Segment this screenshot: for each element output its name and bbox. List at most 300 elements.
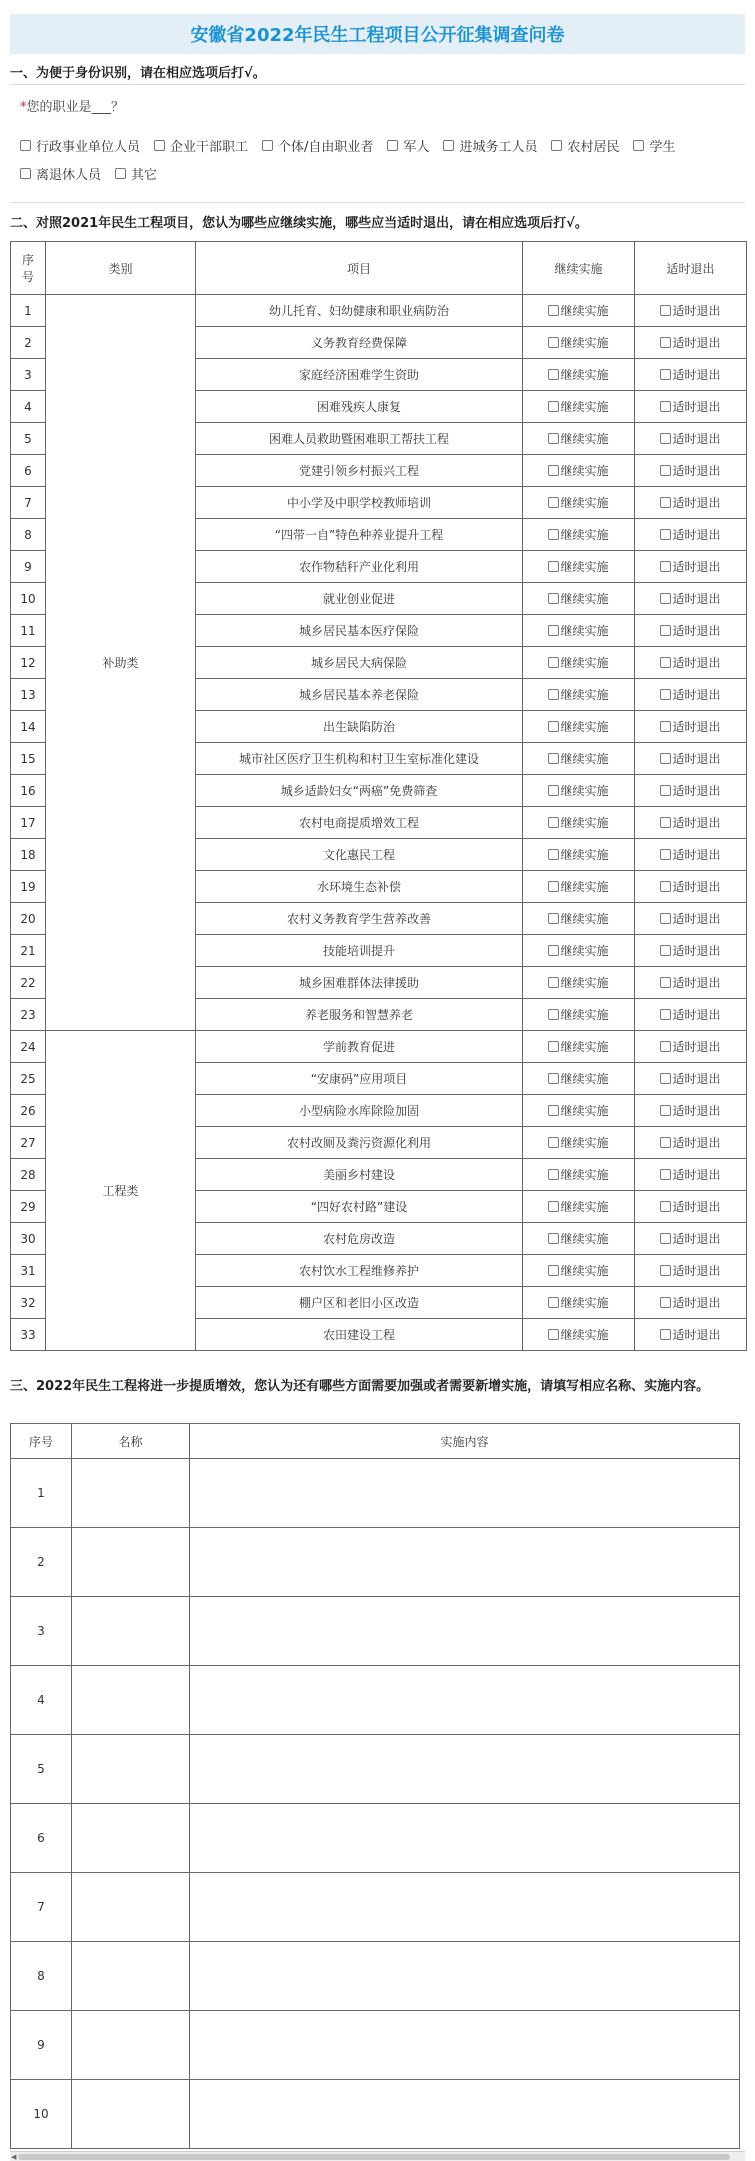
checkbox[interactable] (548, 1233, 559, 1244)
checkbox[interactable] (548, 849, 559, 860)
project-name: 农村改厕及粪污资源化利用 (196, 1127, 523, 1159)
project-name: 农作物秸秆产业化利用 (196, 551, 523, 583)
project-name: 棚户区和老旧小区改造 (196, 1287, 523, 1319)
checkbox[interactable] (660, 337, 671, 348)
option-label: 行政事业单位人员 (36, 139, 141, 155)
checkbox[interactable] (548, 785, 559, 796)
checkbox[interactable] (660, 657, 671, 668)
checkbox-label: 适时退出 (672, 528, 721, 542)
project-name: 技能培训提升 (196, 935, 523, 967)
checkbox[interactable] (548, 977, 559, 988)
continue-cell (523, 551, 635, 583)
row-number: 5 (11, 423, 46, 455)
exit-cell (635, 903, 747, 935)
checkbox[interactable] (660, 785, 671, 796)
checkbox[interactable] (660, 689, 671, 700)
checkbox[interactable] (548, 913, 559, 924)
checkbox-label: 继续实施 (560, 1296, 609, 1310)
checkbox[interactable] (660, 433, 671, 444)
section1-heading: 一、为便于身份识别，请在相应选项后打√。 (10, 66, 266, 81)
checkbox-label: 适时退出 (672, 1136, 721, 1150)
header-no-text: 序 号 (21, 253, 34, 284)
checkbox[interactable] (548, 401, 559, 412)
continue-checkbox[interactable] (548, 974, 608, 991)
checkbox[interactable] (20, 168, 31, 179)
occupation-option[interactable] (262, 137, 373, 153)
checkbox[interactable] (115, 168, 126, 179)
continue-cell (523, 1127, 635, 1159)
row-number: 4 (11, 391, 46, 423)
continue-checkbox[interactable] (548, 1070, 608, 1087)
checkbox[interactable] (548, 945, 559, 956)
project-name: 学前教育促进 (196, 1031, 523, 1063)
content-input-cell[interactable] (190, 2080, 740, 2149)
checkbox-label: 适时退出 (672, 368, 721, 382)
checkbox[interactable] (548, 721, 559, 732)
continue-cell (523, 1095, 635, 1127)
checkbox[interactable] (548, 1041, 559, 1052)
continue-cell (523, 615, 635, 647)
header-exit: 适时退出 (635, 242, 747, 295)
project-name: 城乡适龄妇女“两癌”免费筛查 (196, 775, 523, 807)
name-input-cell[interactable] (72, 1873, 190, 1942)
name-input-cell[interactable] (72, 1528, 190, 1597)
checkbox[interactable] (660, 625, 671, 636)
continue-checkbox[interactable] (548, 398, 608, 415)
occupation-option[interactable] (20, 137, 140, 153)
checkbox[interactable] (660, 1009, 671, 1020)
checkbox[interactable] (548, 465, 559, 476)
exit-checkbox[interactable] (660, 558, 720, 575)
content-input-cell[interactable] (190, 1804, 740, 1873)
continue-cell (523, 1287, 635, 1319)
checkbox[interactable] (660, 1329, 671, 1340)
checkbox[interactable] (548, 593, 559, 604)
exit-checkbox[interactable] (660, 718, 720, 735)
continue-cell (523, 1255, 635, 1287)
occupation-option[interactable] (551, 137, 619, 153)
continue-checkbox[interactable] (548, 1134, 608, 1151)
continue-checkbox[interactable] (548, 1326, 608, 1343)
header-no (11, 242, 46, 295)
continue-checkbox[interactable] (548, 846, 608, 863)
continue-checkbox[interactable] (548, 782, 608, 799)
row-number: 5 (11, 1735, 72, 1804)
checkbox-label: 适时退出 (672, 1328, 721, 1342)
checkbox[interactable] (548, 497, 559, 508)
exit-cell (635, 967, 747, 999)
row-number: 19 (11, 871, 46, 903)
continue-cell (523, 967, 635, 999)
continue-cell (523, 1191, 635, 1223)
continue-checkbox[interactable] (548, 1006, 608, 1023)
checkbox-label: 适时退出 (672, 848, 721, 862)
checkbox[interactable] (548, 625, 559, 636)
checkbox[interactable] (660, 497, 671, 508)
exit-checkbox[interactable] (660, 494, 720, 511)
required-mark: * (20, 100, 27, 115)
checkbox[interactable] (548, 689, 559, 700)
exit-checkbox[interactable] (660, 846, 720, 863)
checkbox[interactable] (660, 369, 671, 380)
row-number: 4 (11, 1666, 72, 1735)
checkbox[interactable] (660, 881, 671, 892)
checkbox[interactable] (154, 140, 165, 151)
project-name: 城市社区医疗卫生机构和村卫生室标准化建设 (196, 743, 523, 775)
exit-cell (635, 1319, 747, 1351)
checkbox-label: 继续实施 (560, 1168, 609, 1182)
checkbox-label: 适时退出 (672, 592, 721, 606)
table-row (11, 295, 747, 327)
occupation-option[interactable] (633, 137, 675, 153)
row-number: 20 (11, 903, 46, 935)
exit-checkbox[interactable] (660, 1166, 720, 1183)
checkbox[interactable] (660, 465, 671, 476)
checkbox[interactable] (660, 1073, 671, 1084)
content-input-cell[interactable] (190, 1735, 740, 1804)
exit-checkbox[interactable] (660, 1262, 720, 1279)
checkbox[interactable] (548, 337, 559, 348)
exit-checkbox[interactable] (660, 942, 720, 959)
checkbox-label: 继续实施 (560, 848, 609, 862)
project-name: 中小学及中职学校教师培训 (196, 487, 523, 519)
continue-checkbox[interactable] (548, 302, 608, 319)
row-number: 26 (11, 1095, 46, 1127)
exit-checkbox[interactable] (660, 1198, 720, 1215)
content-input-cell[interactable] (190, 1528, 740, 1597)
checkbox-label: 继续实施 (560, 336, 609, 350)
checkbox[interactable] (548, 657, 559, 668)
checkbox-label: 继续实施 (560, 1232, 609, 1246)
occupation-question (20, 96, 124, 115)
checkbox[interactable] (633, 140, 644, 151)
continue-cell (523, 839, 635, 871)
checkbox[interactable] (548, 305, 559, 316)
exit-checkbox[interactable] (660, 878, 720, 895)
continue-cell (523, 743, 635, 775)
checkbox[interactable] (660, 529, 671, 540)
name-input-cell[interactable] (72, 1459, 190, 1528)
continue-checkbox[interactable] (548, 462, 608, 479)
row-number: 21 (11, 935, 46, 967)
category-cell: 补助类 (46, 295, 196, 1031)
continue-checkbox[interactable] (548, 334, 608, 351)
continue-checkbox[interactable] (548, 1038, 608, 1055)
table-row (11, 1735, 740, 1804)
table-header-row (11, 242, 747, 295)
checkbox[interactable] (660, 721, 671, 732)
exit-checkbox[interactable] (660, 910, 720, 927)
continue-checkbox[interactable] (548, 686, 608, 703)
checkbox[interactable] (548, 1105, 559, 1116)
category-cell: 工程类 (46, 1031, 196, 1351)
checkbox[interactable] (548, 1009, 559, 1020)
project-name: 城乡困难群体法律援助 (196, 967, 523, 999)
exit-checkbox[interactable] (660, 1070, 720, 1087)
divider (10, 84, 745, 85)
continue-checkbox[interactable] (548, 814, 608, 831)
checkbox[interactable] (660, 977, 671, 988)
exit-checkbox[interactable] (660, 622, 720, 639)
continue-checkbox[interactable] (548, 942, 608, 959)
exit-checkbox[interactable] (660, 462, 720, 479)
name-input-cell[interactable] (72, 2080, 190, 2149)
row-number: 33 (11, 1319, 46, 1351)
exit-cell (635, 1063, 747, 1095)
scrollbar-thumb[interactable] (18, 2154, 730, 2160)
continue-checkbox[interactable] (548, 1230, 608, 1247)
option-label: 个体/自由职业者 (278, 139, 374, 155)
project-name: “安康码”应用项目 (196, 1063, 523, 1095)
exit-cell (635, 743, 747, 775)
checkbox-label: 适时退出 (672, 1008, 721, 1022)
project-name: 城乡居民基本养老保险 (196, 679, 523, 711)
exit-checkbox[interactable] (660, 334, 720, 351)
content-input-cell[interactable] (190, 2011, 740, 2080)
checkbox-label: 继续实施 (560, 432, 609, 446)
exit-checkbox[interactable] (660, 1102, 720, 1119)
exit-cell (635, 935, 747, 967)
checkbox-label: 继续实施 (560, 784, 609, 798)
section3-heading: 三、2022年民生工程将进一步提质增效，您认为还有哪些方面需要加强或者需要新增实施，请填写相应名称、实施内容。 (10, 1379, 710, 1394)
exit-cell (635, 711, 747, 743)
exit-checkbox[interactable] (660, 974, 720, 991)
continue-cell (523, 359, 635, 391)
checkbox-label: 适时退出 (672, 752, 721, 766)
row-number: 32 (11, 1287, 46, 1319)
occupation-option[interactable] (154, 137, 248, 153)
continue-cell (523, 711, 635, 743)
checkbox[interactable] (660, 1233, 671, 1244)
row-number: 8 (11, 1942, 72, 2011)
checkbox[interactable] (660, 817, 671, 828)
occupation-option[interactable] (20, 165, 101, 181)
exit-checkbox[interactable] (660, 654, 720, 671)
suggestion-table (10, 1423, 740, 2149)
checkbox[interactable] (548, 1169, 559, 1180)
project-name: “四带一自”特色种养业提升工程 (196, 519, 523, 551)
header-project: 项目 (196, 242, 523, 295)
checkbox[interactable] (660, 945, 671, 956)
checkbox-label: 继续实施 (560, 560, 609, 574)
checkbox[interactable] (443, 140, 454, 151)
project-name: 城乡居民大病保险 (196, 647, 523, 679)
content-input-cell[interactable] (190, 1597, 740, 1666)
checkbox[interactable] (548, 817, 559, 828)
row-number: 31 (11, 1255, 46, 1287)
exit-checkbox[interactable] (660, 782, 720, 799)
checkbox[interactable] (387, 140, 398, 151)
name-input-cell[interactable] (72, 1735, 190, 1804)
exit-checkbox[interactable] (660, 750, 720, 767)
continue-checkbox[interactable] (548, 1166, 608, 1183)
project-name: 水环境生态补偿 (196, 871, 523, 903)
continue-cell (523, 519, 635, 551)
row-number: 10 (11, 2080, 72, 2149)
checkbox[interactable] (548, 1297, 559, 1308)
checkbox-label: 适时退出 (672, 1296, 721, 1310)
exit-cell (635, 1127, 747, 1159)
checkbox-label: 适时退出 (672, 432, 721, 446)
table-row (11, 1942, 740, 2011)
continue-cell (523, 903, 635, 935)
checkbox-label: 继续实施 (560, 752, 609, 766)
checkbox[interactable] (660, 849, 671, 860)
exit-checkbox[interactable] (660, 398, 720, 415)
continue-cell (523, 583, 635, 615)
project-name: 农田建设工程 (196, 1319, 523, 1351)
continue-checkbox[interactable] (548, 526, 608, 543)
continue-checkbox[interactable] (548, 366, 608, 383)
content-input-cell[interactable] (190, 1873, 740, 1942)
row-number: 7 (11, 487, 46, 519)
continue-checkbox[interactable] (548, 1294, 608, 1311)
content-input-cell[interactable] (190, 1666, 740, 1735)
exit-checkbox[interactable] (660, 1006, 720, 1023)
continue-checkbox[interactable] (548, 430, 608, 447)
checkbox[interactable] (660, 1297, 671, 1308)
continue-cell (523, 775, 635, 807)
option-label: 离退休人员 (36, 167, 102, 183)
occupation-options (20, 137, 740, 181)
checkbox-label: 适时退出 (672, 400, 721, 414)
checkbox-label: 继续实施 (560, 496, 609, 510)
continue-checkbox[interactable] (548, 750, 608, 767)
checkbox-label: 继续实施 (560, 1200, 609, 1214)
exit-cell (635, 295, 747, 327)
project-name: 文化惠民工程 (196, 839, 523, 871)
checkbox[interactable] (660, 753, 671, 764)
exit-checkbox[interactable] (660, 1134, 720, 1151)
checkbox[interactable] (548, 753, 559, 764)
option-label: 学生 (649, 139, 676, 155)
checkbox-label: 继续实施 (560, 976, 609, 990)
continue-checkbox[interactable] (548, 1262, 608, 1279)
checkbox-label: 适时退出 (672, 656, 721, 670)
checkbox[interactable] (660, 1201, 671, 1212)
exit-cell (635, 615, 747, 647)
name-input-cell[interactable] (72, 1597, 190, 1666)
name-input-cell[interactable] (72, 1804, 190, 1873)
checkbox[interactable] (262, 140, 273, 151)
continue-checkbox[interactable] (548, 654, 608, 671)
option-label: 进城务工人员 (459, 139, 538, 155)
scroll-left-icon[interactable]: ◀ (11, 2153, 17, 2161)
continue-checkbox[interactable] (548, 558, 608, 575)
checkbox[interactable] (548, 1265, 559, 1276)
checkbox-label: 适时退出 (672, 1264, 721, 1278)
checkbox[interactable] (548, 369, 559, 380)
checkbox[interactable] (548, 881, 559, 892)
occupation-option[interactable] (115, 165, 157, 181)
exit-checkbox[interactable] (660, 1326, 720, 1343)
exit-cell (635, 551, 747, 583)
name-input-cell[interactable] (72, 1942, 190, 2011)
checkbox[interactable] (660, 401, 671, 412)
checkbox[interactable] (660, 1265, 671, 1276)
row-number: 27 (11, 1127, 46, 1159)
continue-checkbox[interactable] (548, 1102, 608, 1119)
exit-checkbox[interactable] (660, 814, 720, 831)
project-table (10, 241, 747, 1351)
content-input-cell[interactable] (190, 1459, 740, 1528)
checkbox[interactable] (548, 529, 559, 540)
checkbox-label: 适时退出 (672, 560, 721, 574)
checkbox-label: 继续实施 (560, 1008, 609, 1022)
exit-checkbox[interactable] (660, 686, 720, 703)
exit-cell (635, 647, 747, 679)
checkbox[interactable] (660, 305, 671, 316)
exit-checkbox[interactable] (660, 1294, 720, 1311)
name-input-cell[interactable] (72, 2011, 190, 2080)
checkbox[interactable] (548, 433, 559, 444)
exit-checkbox[interactable] (660, 590, 720, 607)
checkbox[interactable] (548, 1201, 559, 1212)
occupation-option[interactable] (387, 137, 429, 153)
checkbox[interactable] (660, 913, 671, 924)
exit-cell (635, 807, 747, 839)
checkbox-label: 适时退出 (672, 1072, 721, 1086)
checkbox[interactable] (548, 1329, 559, 1340)
checkbox[interactable] (660, 1137, 671, 1148)
continue-cell (523, 455, 635, 487)
checkbox[interactable] (548, 561, 559, 572)
exit-cell (635, 1095, 747, 1127)
checkbox-label: 继续实施 (560, 1136, 609, 1150)
exit-checkbox[interactable] (660, 366, 720, 383)
checkbox[interactable] (548, 1137, 559, 1148)
continue-checkbox[interactable] (548, 910, 608, 927)
exit-checkbox[interactable] (660, 430, 720, 447)
checkbox[interactable] (548, 1073, 559, 1084)
row-number: 24 (11, 1031, 46, 1063)
exit-checkbox[interactable] (660, 302, 720, 319)
checkbox[interactable] (660, 1105, 671, 1116)
checkbox[interactable] (660, 593, 671, 604)
table-row (11, 1459, 740, 1528)
row-number: 16 (11, 775, 46, 807)
checkbox-label: 适时退出 (672, 1040, 721, 1054)
name-input-cell[interactable] (72, 1666, 190, 1735)
continue-cell (523, 999, 635, 1031)
continue-checkbox[interactable] (548, 718, 608, 735)
horizontal-scrollbar[interactable] (10, 2151, 745, 2161)
continue-checkbox[interactable] (548, 494, 608, 511)
continue-checkbox[interactable] (548, 622, 608, 639)
project-name: 农村危房改造 (196, 1223, 523, 1255)
checkbox[interactable] (20, 140, 31, 151)
row-number: 7 (11, 1873, 72, 1942)
exit-checkbox[interactable] (660, 1038, 720, 1055)
exit-checkbox[interactable] (660, 526, 720, 543)
checkbox[interactable] (660, 1041, 671, 1052)
project-name: 农村饮水工程维修养护 (196, 1255, 523, 1287)
occupation-option[interactable] (443, 137, 537, 153)
checkbox[interactable] (660, 561, 671, 572)
divider (10, 202, 745, 203)
row-number: 23 (11, 999, 46, 1031)
exit-checkbox[interactable] (660, 1230, 720, 1247)
checkbox[interactable] (660, 1169, 671, 1180)
continue-cell (523, 1223, 635, 1255)
continue-checkbox[interactable] (548, 1198, 608, 1215)
content-input-cell[interactable] (190, 1942, 740, 2011)
exit-cell (635, 871, 747, 903)
continue-checkbox[interactable] (548, 878, 608, 895)
checkbox[interactable] (551, 140, 562, 151)
continue-checkbox[interactable] (548, 590, 608, 607)
checkbox-label: 适时退出 (672, 336, 721, 350)
